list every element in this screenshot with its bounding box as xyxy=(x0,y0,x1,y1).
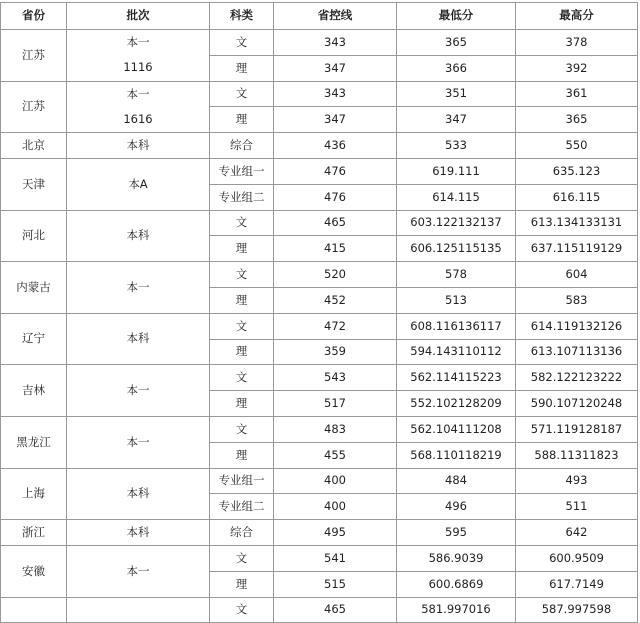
table-row xyxy=(1,365,638,391)
subject-cell: 专业组一 xyxy=(210,158,274,184)
batch-label: 1616 xyxy=(123,111,153,126)
min-score-cell: 533 xyxy=(397,133,516,159)
control-line-cell: 452 xyxy=(274,287,397,313)
batch-label: 本一 xyxy=(126,563,150,578)
table-row xyxy=(1,210,638,236)
batch-cell xyxy=(67,262,210,314)
header-province: 省份 xyxy=(1,3,67,30)
province-cell: 安徽 xyxy=(1,545,67,597)
control-line-cell: 476 xyxy=(274,184,397,210)
min-score-cell: 595 xyxy=(397,520,516,546)
min-score-cell: 600.6869 xyxy=(397,571,516,597)
max-score-cell: 587.997598 xyxy=(516,597,638,623)
subject-cell: 理 xyxy=(210,339,274,365)
subject-cell: 理 xyxy=(210,107,274,133)
batch-cell xyxy=(67,597,210,623)
subject-cell: 文 xyxy=(210,545,274,571)
max-score-cell: 617.7149 xyxy=(516,571,638,597)
batch-label: 本一 xyxy=(126,434,150,449)
batch-label: 本科 xyxy=(126,228,150,243)
table-row xyxy=(1,30,638,56)
batch-label: 本科 xyxy=(126,137,150,152)
header-max-score: 最高分 xyxy=(516,3,638,30)
control-line-cell: 343 xyxy=(274,81,397,107)
batch-label: 本一 xyxy=(126,383,150,398)
table-row xyxy=(1,313,638,339)
province-cell: 吉林 xyxy=(1,365,67,417)
subject-cell: 专业组一 xyxy=(210,468,274,494)
control-line-cell: 515 xyxy=(274,571,397,597)
max-score-cell: 493 xyxy=(516,468,638,494)
min-score-cell: 484 xyxy=(397,468,516,494)
batch-label: 本A xyxy=(128,176,148,191)
batch-cell xyxy=(67,30,210,82)
min-score-cell: 581.997016 xyxy=(397,597,516,623)
control-line-cell: 495 xyxy=(274,520,397,546)
subject-cell: 文 xyxy=(210,416,274,442)
min-score-cell: 606.125115135 xyxy=(397,236,516,262)
min-score-cell: 594.143110112 xyxy=(397,339,516,365)
table-row xyxy=(1,468,638,494)
batch-label: 本一 xyxy=(126,279,150,294)
max-score-cell: 635.123 xyxy=(516,158,638,184)
control-line-cell: 541 xyxy=(274,545,397,571)
province-cell xyxy=(1,597,67,623)
province-cell: 内蒙古 xyxy=(1,262,67,314)
max-score-cell: 550 xyxy=(516,133,638,159)
max-score-cell: 590.107120248 xyxy=(516,391,638,417)
subject-cell: 理 xyxy=(210,55,274,81)
min-score-cell: 586.9039 xyxy=(397,545,516,571)
batch-cell xyxy=(67,545,210,597)
batch-cell xyxy=(67,365,210,417)
subject-cell: 理 xyxy=(210,391,274,417)
batch-label: 本一 xyxy=(126,86,150,101)
batch-cell xyxy=(67,158,210,210)
min-score-cell: 578 xyxy=(397,262,516,288)
subject-cell: 专业组二 xyxy=(210,184,274,210)
subject-cell: 专业组二 xyxy=(210,494,274,520)
max-score-cell: 637.115119129 xyxy=(516,236,638,262)
control-line-cell: 415 xyxy=(274,236,397,262)
province-cell: 江苏 xyxy=(1,30,67,82)
control-line-cell: 343 xyxy=(274,30,397,56)
control-line-cell: 472 xyxy=(274,313,397,339)
max-score-cell: 588.11311823 xyxy=(516,442,638,468)
table-row xyxy=(1,81,638,107)
min-score-cell: 552.102128209 xyxy=(397,391,516,417)
subject-cell: 文 xyxy=(210,262,274,288)
batch-cell xyxy=(67,210,210,262)
max-score-cell: 582.122123222 xyxy=(516,365,638,391)
max-score-cell: 511 xyxy=(516,494,638,520)
batch-label: 本科 xyxy=(126,524,150,539)
max-score-cell: 571.119128187 xyxy=(516,416,638,442)
header-batch: 批次 xyxy=(67,3,210,30)
subject-cell: 文 xyxy=(210,210,274,236)
max-score-cell: 604 xyxy=(516,262,638,288)
batch-label: 本一 xyxy=(126,35,150,50)
max-score-cell: 365 xyxy=(516,107,638,133)
batch-cell xyxy=(67,520,210,546)
min-score-cell: 614.115 xyxy=(397,184,516,210)
subject-cell: 文 xyxy=(210,597,274,623)
max-score-cell: 614.119132126 xyxy=(516,313,638,339)
table-row xyxy=(1,158,638,184)
table-row xyxy=(1,545,638,571)
min-score-cell: 619.111 xyxy=(397,158,516,184)
control-line-cell: 520 xyxy=(274,262,397,288)
control-line-cell: 517 xyxy=(274,391,397,417)
control-line-cell: 347 xyxy=(274,107,397,133)
min-score-cell: 513 xyxy=(397,287,516,313)
province-cell: 上海 xyxy=(1,468,67,520)
min-score-cell: 351 xyxy=(397,81,516,107)
province-cell: 天津 xyxy=(1,158,67,210)
table-row xyxy=(1,520,638,546)
batch-cell xyxy=(67,133,210,159)
subject-cell: 理 xyxy=(210,442,274,468)
max-score-cell: 392 xyxy=(516,55,638,81)
control-line-cell: 347 xyxy=(274,55,397,81)
batch-label: 本科 xyxy=(126,486,150,501)
batch-label: 本科 xyxy=(126,331,150,346)
subject-cell: 综合 xyxy=(210,133,274,159)
province-cell: 黑龙江 xyxy=(1,416,67,468)
table-row xyxy=(1,416,638,442)
control-line-cell: 455 xyxy=(274,442,397,468)
batch-cell xyxy=(67,81,210,133)
admission-score-table xyxy=(0,2,638,623)
min-score-cell: 568.110118219 xyxy=(397,442,516,468)
control-line-cell: 436 xyxy=(274,133,397,159)
min-score-cell: 496 xyxy=(397,494,516,520)
subject-cell: 文 xyxy=(210,30,274,56)
subject-cell: 文 xyxy=(210,81,274,107)
subject-cell: 理 xyxy=(210,571,274,597)
province-cell: 浙江 xyxy=(1,520,67,546)
header-control-line: 省控线 xyxy=(274,3,397,30)
control-line-cell: 359 xyxy=(274,339,397,365)
max-score-cell: 378 xyxy=(516,30,638,56)
score-table-container xyxy=(0,2,640,623)
subject-cell: 文 xyxy=(210,365,274,391)
batch-cell xyxy=(67,468,210,520)
min-score-cell: 366 xyxy=(397,55,516,81)
batch-label: 1116 xyxy=(123,60,153,75)
min-score-cell: 562.114115223 xyxy=(397,365,516,391)
control-line-cell: 465 xyxy=(274,210,397,236)
min-score-cell: 562.104111208 xyxy=(397,416,516,442)
subject-cell: 理 xyxy=(210,236,274,262)
table-row xyxy=(1,133,638,159)
header-row xyxy=(1,3,638,30)
table-body xyxy=(1,30,638,623)
header-subject: 科类 xyxy=(210,3,274,30)
control-line-cell: 400 xyxy=(274,468,397,494)
max-score-cell: 361 xyxy=(516,81,638,107)
province-cell: 河北 xyxy=(1,210,67,262)
control-line-cell: 483 xyxy=(274,416,397,442)
max-score-cell: 616.115 xyxy=(516,184,638,210)
min-score-cell: 347 xyxy=(397,107,516,133)
max-score-cell: 613.134133131 xyxy=(516,210,638,236)
min-score-cell: 608.116136117 xyxy=(397,313,516,339)
max-score-cell: 642 xyxy=(516,520,638,546)
max-score-cell: 613.107113136 xyxy=(516,339,638,365)
control-line-cell: 465 xyxy=(274,597,397,623)
control-line-cell: 476 xyxy=(274,158,397,184)
batch-cell xyxy=(67,313,210,365)
table-row xyxy=(1,262,638,288)
min-score-cell: 603.122132137 xyxy=(397,210,516,236)
header-min-score: 最低分 xyxy=(397,3,516,30)
max-score-cell: 583 xyxy=(516,287,638,313)
subject-cell: 文 xyxy=(210,313,274,339)
control-line-cell: 400 xyxy=(274,494,397,520)
min-score-cell: 365 xyxy=(397,30,516,56)
subject-cell: 理 xyxy=(210,287,274,313)
province-cell: 江苏 xyxy=(1,81,67,133)
subject-cell: 综合 xyxy=(210,520,274,546)
control-line-cell: 543 xyxy=(274,365,397,391)
table-row xyxy=(1,597,638,623)
province-cell: 北京 xyxy=(1,133,67,159)
max-score-cell: 600.9509 xyxy=(516,545,638,571)
batch-cell xyxy=(67,416,210,468)
province-cell: 辽宁 xyxy=(1,313,67,365)
